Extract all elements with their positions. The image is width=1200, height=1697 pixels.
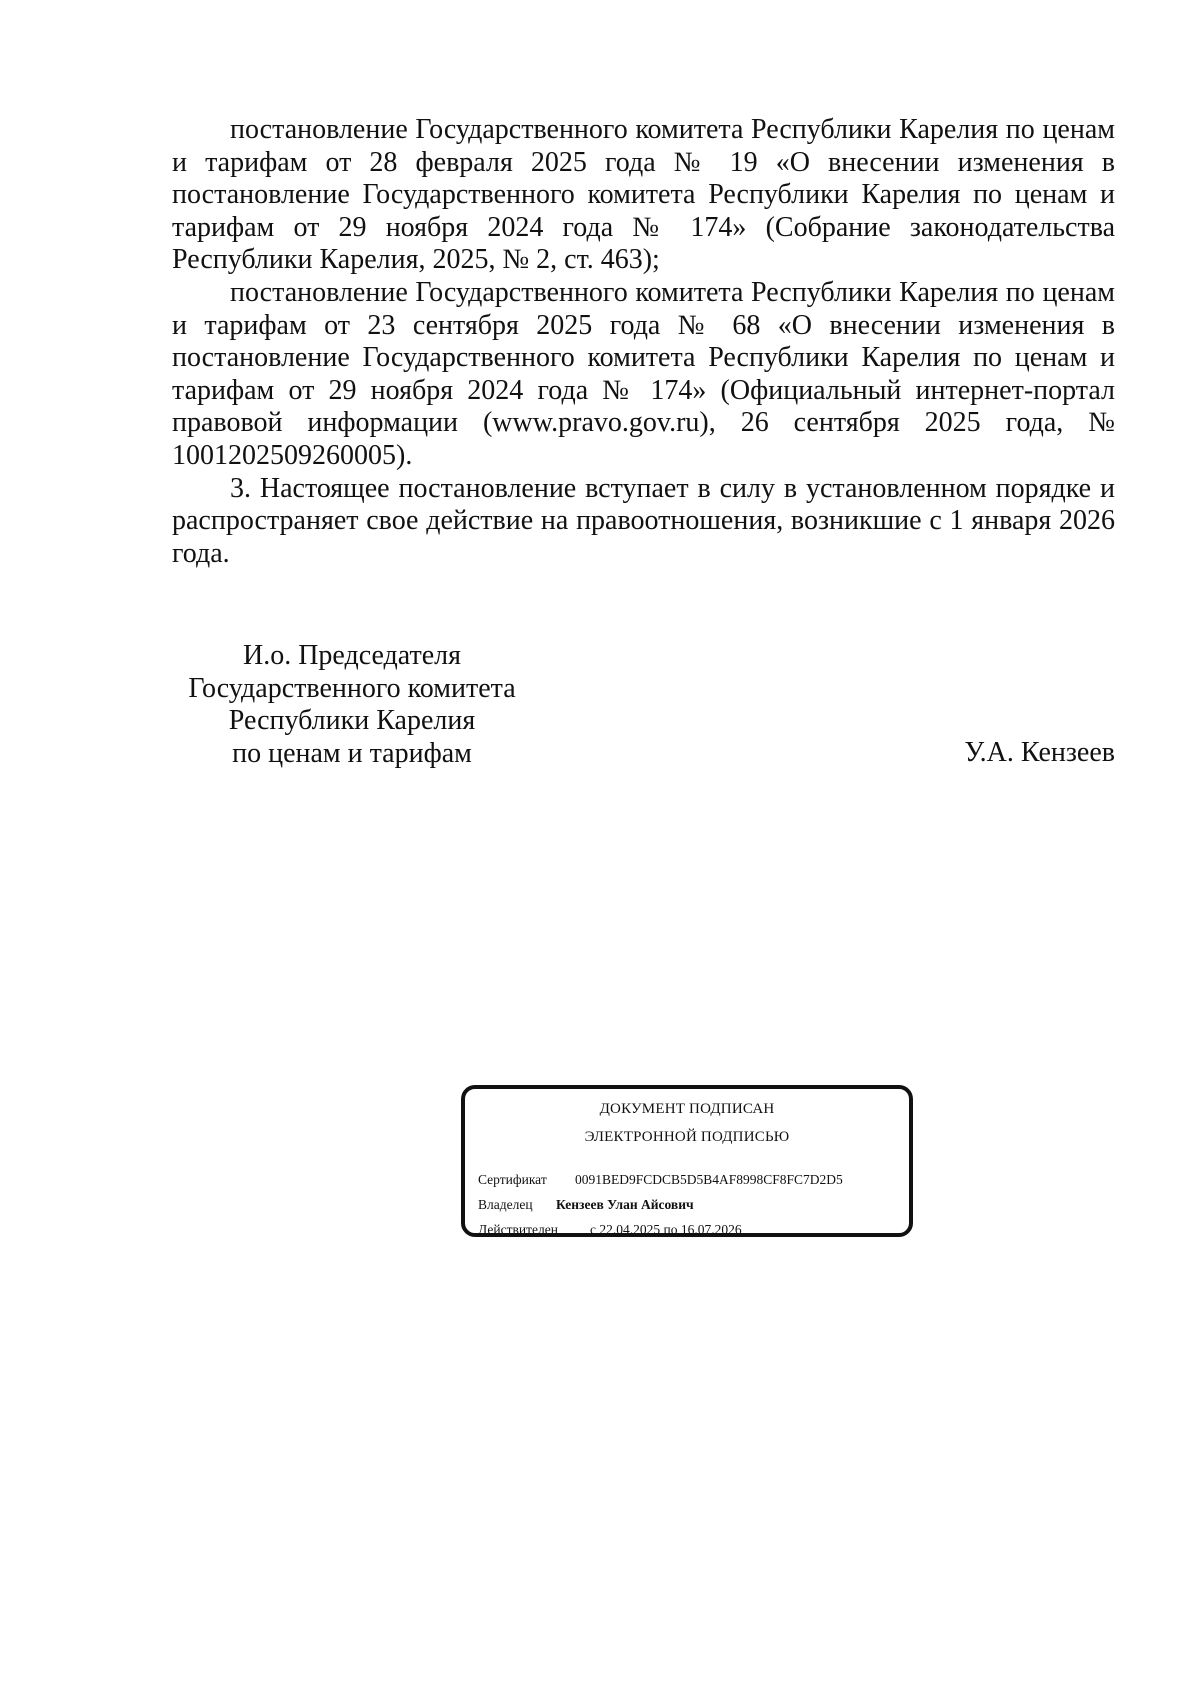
electronic-signature-stamp [461, 1085, 913, 1237]
validity-value: с 22.04.2025 по 16.07.2026 [590, 1222, 742, 1237]
owner-value: Кензеев Улан Айсович [556, 1197, 694, 1212]
document-body [172, 114, 1115, 570]
paragraph-effective-date: 3. Настоящее постановление вступает в силу в установленном порядке и распространяет свое действие на правоотношения, возникшие с 1 января 2026 года. [172, 472, 1115, 569]
certificate-label: Сертификат [478, 1172, 547, 1187]
owner-label: Владелец [478, 1197, 533, 1212]
stamp-owner-row [478, 1197, 694, 1213]
stamp-title-line: ЭЛЕКТРОННОЙ ПОДПИСЬЮ [584, 1129, 790, 1145]
validity-label: Действителен [478, 1222, 558, 1237]
stamp-certificate-row [478, 1172, 843, 1188]
position-line: И.о. Председателя [242, 640, 462, 671]
stamp-validity-row [478, 1222, 742, 1238]
paragraph-amendment-19: постановление Государственного комитета Республики Карелия по ценам и тарифам от 28 февраля 2025 года № 19 «О внесении изменения в постановление Государственного комитета Республики Карелия по ценам и тарифам от 29 ноября 2024 года № 174» (Собрание законодательства Республики Карелия, 2025, № 2, ст. 463); [172, 114, 1115, 276]
position-line: Государственного комитета [188, 672, 516, 704]
stamp-title [465, 1095, 909, 1151]
paragraph-amendment-68: постановление Государственного комитета Республики Карелия по ценам и тарифам от 23 сентября 2025 года № 68 «О внесении изменения в постановление Государственного комитета Республики Карелия по ценам и тарифам от 29 ноября 2024 года № 174» (Официальный интернет-портал правовой информации (www.pravo.gov.ru), 26 сентября 2025 года, № 1001202509260005). [172, 276, 1115, 471]
certificate-value: 0091BED9FCDCB5D5B4AF8998CF8FC7D2D5 [575, 1172, 843, 1187]
signatory-name: У.А. Кензеев [964, 737, 1115, 768]
position-line: по ценам и тарифам [232, 737, 472, 769]
position-line: Республики Карелия [228, 705, 476, 736]
stamp-title-line: ДОКУМЕНТ ПОДПИСАН [599, 1101, 775, 1117]
signatory-position [172, 640, 532, 770]
